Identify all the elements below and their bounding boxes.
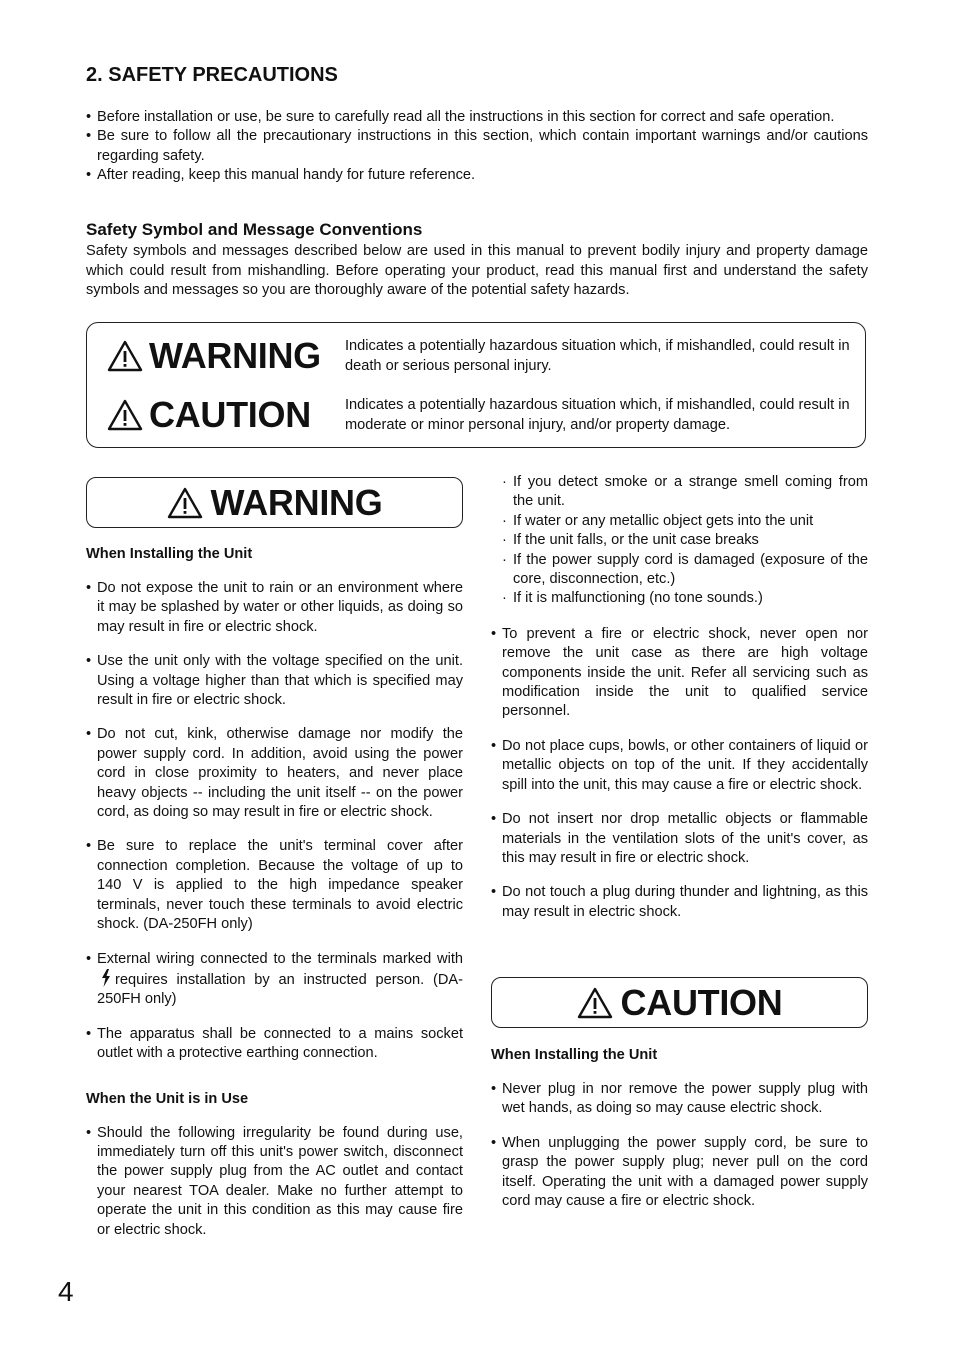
list-item-wiring bbox=[86, 950, 463, 1010]
warning-use-list bbox=[86, 1124, 463, 1240]
list-item: • Do not expose the unit to rain or an environment where it may be splashed by water or other liquids, as doing so may result in fire or electric shock. bbox=[86, 579, 463, 637]
list-item: • Never plug in nor remove the power supply plug with wet hands, as doing so may cause electric shock. bbox=[491, 1080, 868, 1119]
legend-warning-desc: Indicates a potentially hazardous situation which, if mishandled, could result in death or serious personal injury. bbox=[345, 338, 850, 374]
wiring-text-end: requires installation by an instructed person. (DA-250FH only) bbox=[97, 971, 463, 1008]
caution-triangle-icon bbox=[107, 399, 143, 431]
warning-triangle-icon bbox=[107, 340, 143, 372]
caution-banner bbox=[491, 977, 868, 1028]
irregularity-item: · If the unit falls, or the unit case breaks bbox=[502, 531, 868, 550]
warning-more-list bbox=[491, 625, 868, 922]
caution-triangle-icon bbox=[577, 987, 613, 1019]
page-number: 4 bbox=[58, 1276, 74, 1307]
list-item: • Do not place cups, bowls, or other containers of liquid or metallic objects on top of the unit. If they accidentally spill into the unit, this may cause a fire or electric shock. bbox=[491, 737, 868, 795]
list-item: • Be sure to replace the unit's terminal cover after connection completion. Because the voltage of up to 140 V is applied to the high impedance speaker terminals, never touch these terminals to avoid electric shock. (DA-250FH only) bbox=[86, 837, 463, 934]
list-item: • Do not cut, kink, otherwise damage nor modify the power supply cord. In addition, avoid using the power cord in close proximity to heaters, and never place heavy objects -- including the unit itself -- on the power cord, as doing so may result in fire or electric shock. bbox=[86, 725, 463, 822]
list-item: • To prevent a fire or electric shock, never open nor remove the unit case as there are high voltage components inside the unit. Refer all servicing such as modification inside the unit to qualified service personnel. bbox=[491, 625, 868, 722]
legend-caution-word: CAUTION bbox=[149, 394, 311, 435]
warning-use-heading: When the Unit is in Use bbox=[86, 1090, 249, 1107]
legend-warning-label bbox=[107, 335, 321, 377]
lightning-bolt-icon bbox=[101, 969, 111, 987]
irregularity-item: · If water or any metallic object gets into the unit bbox=[502, 512, 868, 531]
caution-install-heading: When Installing the Unit bbox=[491, 1047, 658, 1063]
irregularity-item: · If you detect smoke or a strange smell coming from the unit. bbox=[502, 473, 868, 512]
irregularity-list bbox=[491, 473, 868, 609]
list-item: • Use the unit only with the voltage specified on the unit. Using a voltage higher than that which is specified may result in fire or electric shock. bbox=[86, 652, 463, 710]
legend-caution-label bbox=[107, 394, 311, 436]
caution-banner-word: CAUTION bbox=[620, 981, 783, 1023]
section-title: 2. SAFETY PRECAUTIONS bbox=[86, 64, 338, 86]
conventions-heading: Safety Symbol and Message Conventions bbox=[86, 220, 423, 239]
list-item: • Do not insert nor drop metallic objects or flammable materials in the ventilation slots of the unit's cover, as this may result in fire or electric shock. bbox=[491, 810, 868, 868]
legend-warning-word: WARNING bbox=[149, 335, 321, 376]
warning-banner-word: WARNING bbox=[210, 481, 383, 523]
list-item: • Do not touch a plug during thunder and lightning, as this may result in electric shock. bbox=[491, 883, 868, 922]
warning-triangle-icon bbox=[167, 487, 203, 519]
caution-column bbox=[491, 1047, 868, 1211]
irregularity-item: · If the power supply cord is damaged (exposure of the core, disconnection, etc.) bbox=[502, 551, 868, 590]
irregularity-item: · If it is malfunctioning (no tone sounds.) bbox=[502, 589, 868, 608]
intro-item: • After reading, keep this manual handy for future reference. bbox=[86, 166, 868, 185]
list-item: • When unplugging the power supply cord, be sure to grasp the power supply plug; never pull on the cord itself. Operating the unit with a damaged power supply cord may cause a fire or electric shock. bbox=[491, 1134, 868, 1212]
wiring-text-start: External wiring connected to the terminals marked with bbox=[97, 950, 463, 967]
intro-list bbox=[86, 108, 868, 186]
symbol-legend-box bbox=[86, 322, 866, 448]
intro-item: • Be sure to follow all the precautionary instructions in this section, which contain important warnings and/or cautions regarding safety. bbox=[86, 127, 868, 166]
warning-right-column bbox=[491, 473, 868, 922]
legend-caution-desc: Indicates a potentially hazardous situation which, if mishandled, could result in moderate or minor personal injury, and/or property damage. bbox=[345, 397, 850, 433]
conventions-text: Safety symbols and messages described below are used in this manual to prevent bodily injury and property damage which could result from mishandling. Before operating your product, read this manual first and understand the safety symbols and messages so you are thoroughly aware of the potential safety hazards. bbox=[86, 243, 868, 299]
warning-install-heading: When Installing the Unit bbox=[86, 546, 253, 562]
warning-banner bbox=[86, 477, 463, 528]
caution-install-list bbox=[491, 1080, 868, 1211]
warning-install-list bbox=[86, 579, 463, 1064]
list-item: • Should the following irregularity be found during use, immediately turn off this unit's power switch, disconnect the power supply plug from the AC outlet and contact your nearest TOA dealer. Make no further attempt to operate the unit in this condition as this may cause fire or electric shock. bbox=[86, 1124, 463, 1240]
warning-left-column bbox=[86, 546, 463, 1240]
list-item: • The apparatus shall be connected to a mains socket outlet with a protective earthing connection. bbox=[86, 1025, 463, 1064]
intro-item: • Before installation or use, be sure to carefully read all the instructions in this section for correct and safe operation. bbox=[86, 108, 868, 127]
